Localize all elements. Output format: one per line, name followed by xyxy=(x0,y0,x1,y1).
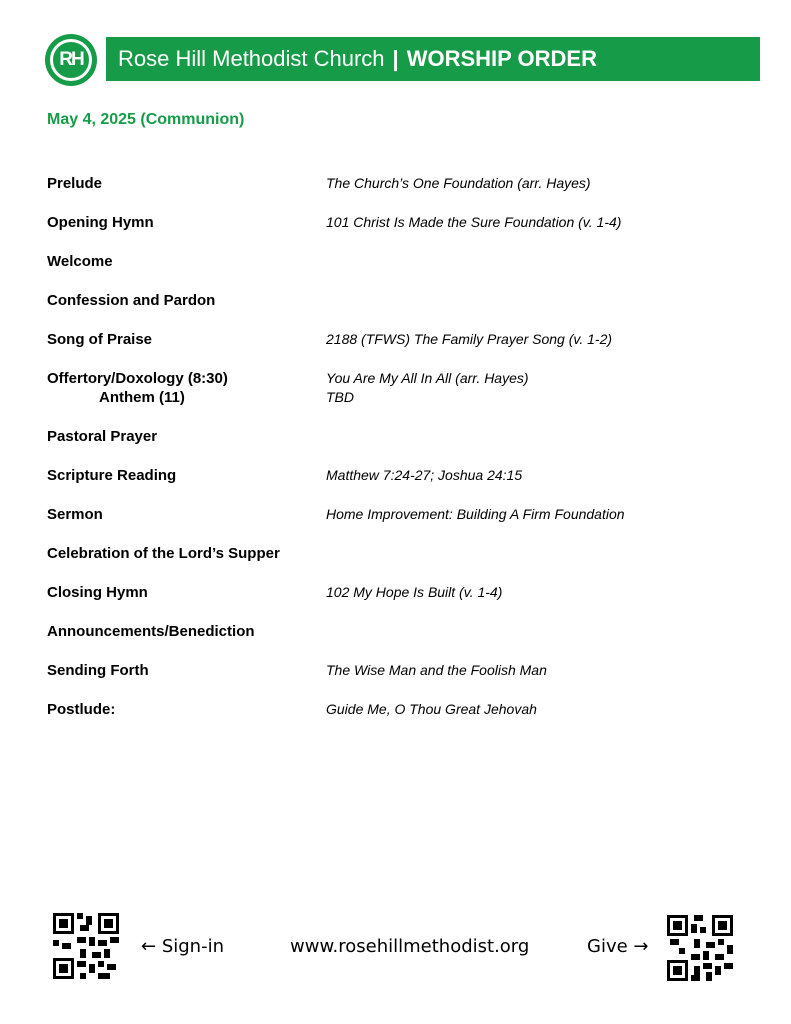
order-detail-group xyxy=(326,369,529,407)
order-detail: The Church’s One Foundation (arr. Hayes) xyxy=(326,175,591,191)
qr-code-graphic xyxy=(53,913,119,979)
header-banner xyxy=(106,37,760,81)
order-item: Announcements/Benediction xyxy=(47,623,255,640)
order-item: Offertory/Doxology (8:30) xyxy=(47,370,228,387)
arrow-left-icon: ← xyxy=(141,936,157,957)
order-row xyxy=(47,174,747,213)
order-row xyxy=(47,661,747,700)
qr-code-graphic xyxy=(667,915,733,981)
give-label: Give xyxy=(587,936,628,957)
order-detail: Guide Me, O Thou Great Jehovah xyxy=(326,701,537,717)
order-row xyxy=(47,466,747,505)
worship-order-list xyxy=(47,174,747,739)
order-item: Prelude xyxy=(47,175,103,192)
order-sub-detail: TBD xyxy=(326,389,354,405)
order-row xyxy=(47,291,747,330)
order-row xyxy=(47,505,747,544)
order-detail: Home Improvement: Building A Firm Foundation xyxy=(326,506,625,522)
service-date: May 4, 2025 (Communion) xyxy=(47,111,245,128)
logo-monogram: RH xyxy=(50,39,92,81)
order-row xyxy=(47,622,747,661)
order-row xyxy=(47,544,747,583)
order-row xyxy=(47,369,747,427)
footer xyxy=(0,910,791,985)
give-qr-code-icon[interactable] xyxy=(667,915,733,981)
order-detail: The Wise Man and the Foolish Man xyxy=(326,662,547,678)
document-type: WORSHIP ORDER xyxy=(406,46,597,71)
give-label-group[interactable] xyxy=(587,936,649,957)
order-detail: 102 My Hope Is Built (v. 1-4) xyxy=(326,584,503,600)
order-item: Celebration of the Lord’s Supper xyxy=(47,545,280,562)
order-item-group xyxy=(47,369,326,407)
order-item: Scripture Reading xyxy=(47,467,177,484)
order-item: Confession and Pardon xyxy=(47,292,216,309)
title-separator: | xyxy=(392,46,399,71)
order-row xyxy=(47,700,747,739)
order-item: Sermon xyxy=(47,506,103,523)
church-name: Rose Hill Methodist Church xyxy=(118,46,385,71)
order-sub-item: Anthem (11) xyxy=(99,389,185,406)
order-item: Pastoral Prayer xyxy=(47,428,158,445)
order-row xyxy=(47,213,747,252)
order-item: Sending Forth xyxy=(47,662,149,679)
order-item: Welcome xyxy=(47,253,113,270)
signin-label: Sign-in xyxy=(161,936,224,957)
order-row xyxy=(47,427,747,466)
order-detail: 2188 (TFWS) The Family Prayer Song (v. 1-2) xyxy=(326,331,613,347)
order-detail: You Are My All In All (arr. Hayes) xyxy=(326,370,529,386)
order-item: Opening Hymn xyxy=(47,214,154,231)
website-link[interactable]: www.rosehillmethodist.org xyxy=(290,936,530,957)
order-item: Song of Praise xyxy=(47,331,153,348)
order-row xyxy=(47,330,747,369)
order-item: Postlude: xyxy=(47,701,116,718)
order-detail: 101 Christ Is Made the Sure Foundation (v. 1-4) xyxy=(326,214,622,230)
order-row xyxy=(47,252,747,291)
church-logo xyxy=(45,34,97,86)
arrow-right-icon: → xyxy=(633,936,649,957)
order-row xyxy=(47,583,747,622)
order-item: Closing Hymn xyxy=(47,584,148,601)
signin-label-group[interactable] xyxy=(141,936,224,957)
order-detail: Matthew 7:24-27; Joshua 24:15 xyxy=(326,467,523,483)
signin-qr-code-icon[interactable] xyxy=(53,913,119,979)
